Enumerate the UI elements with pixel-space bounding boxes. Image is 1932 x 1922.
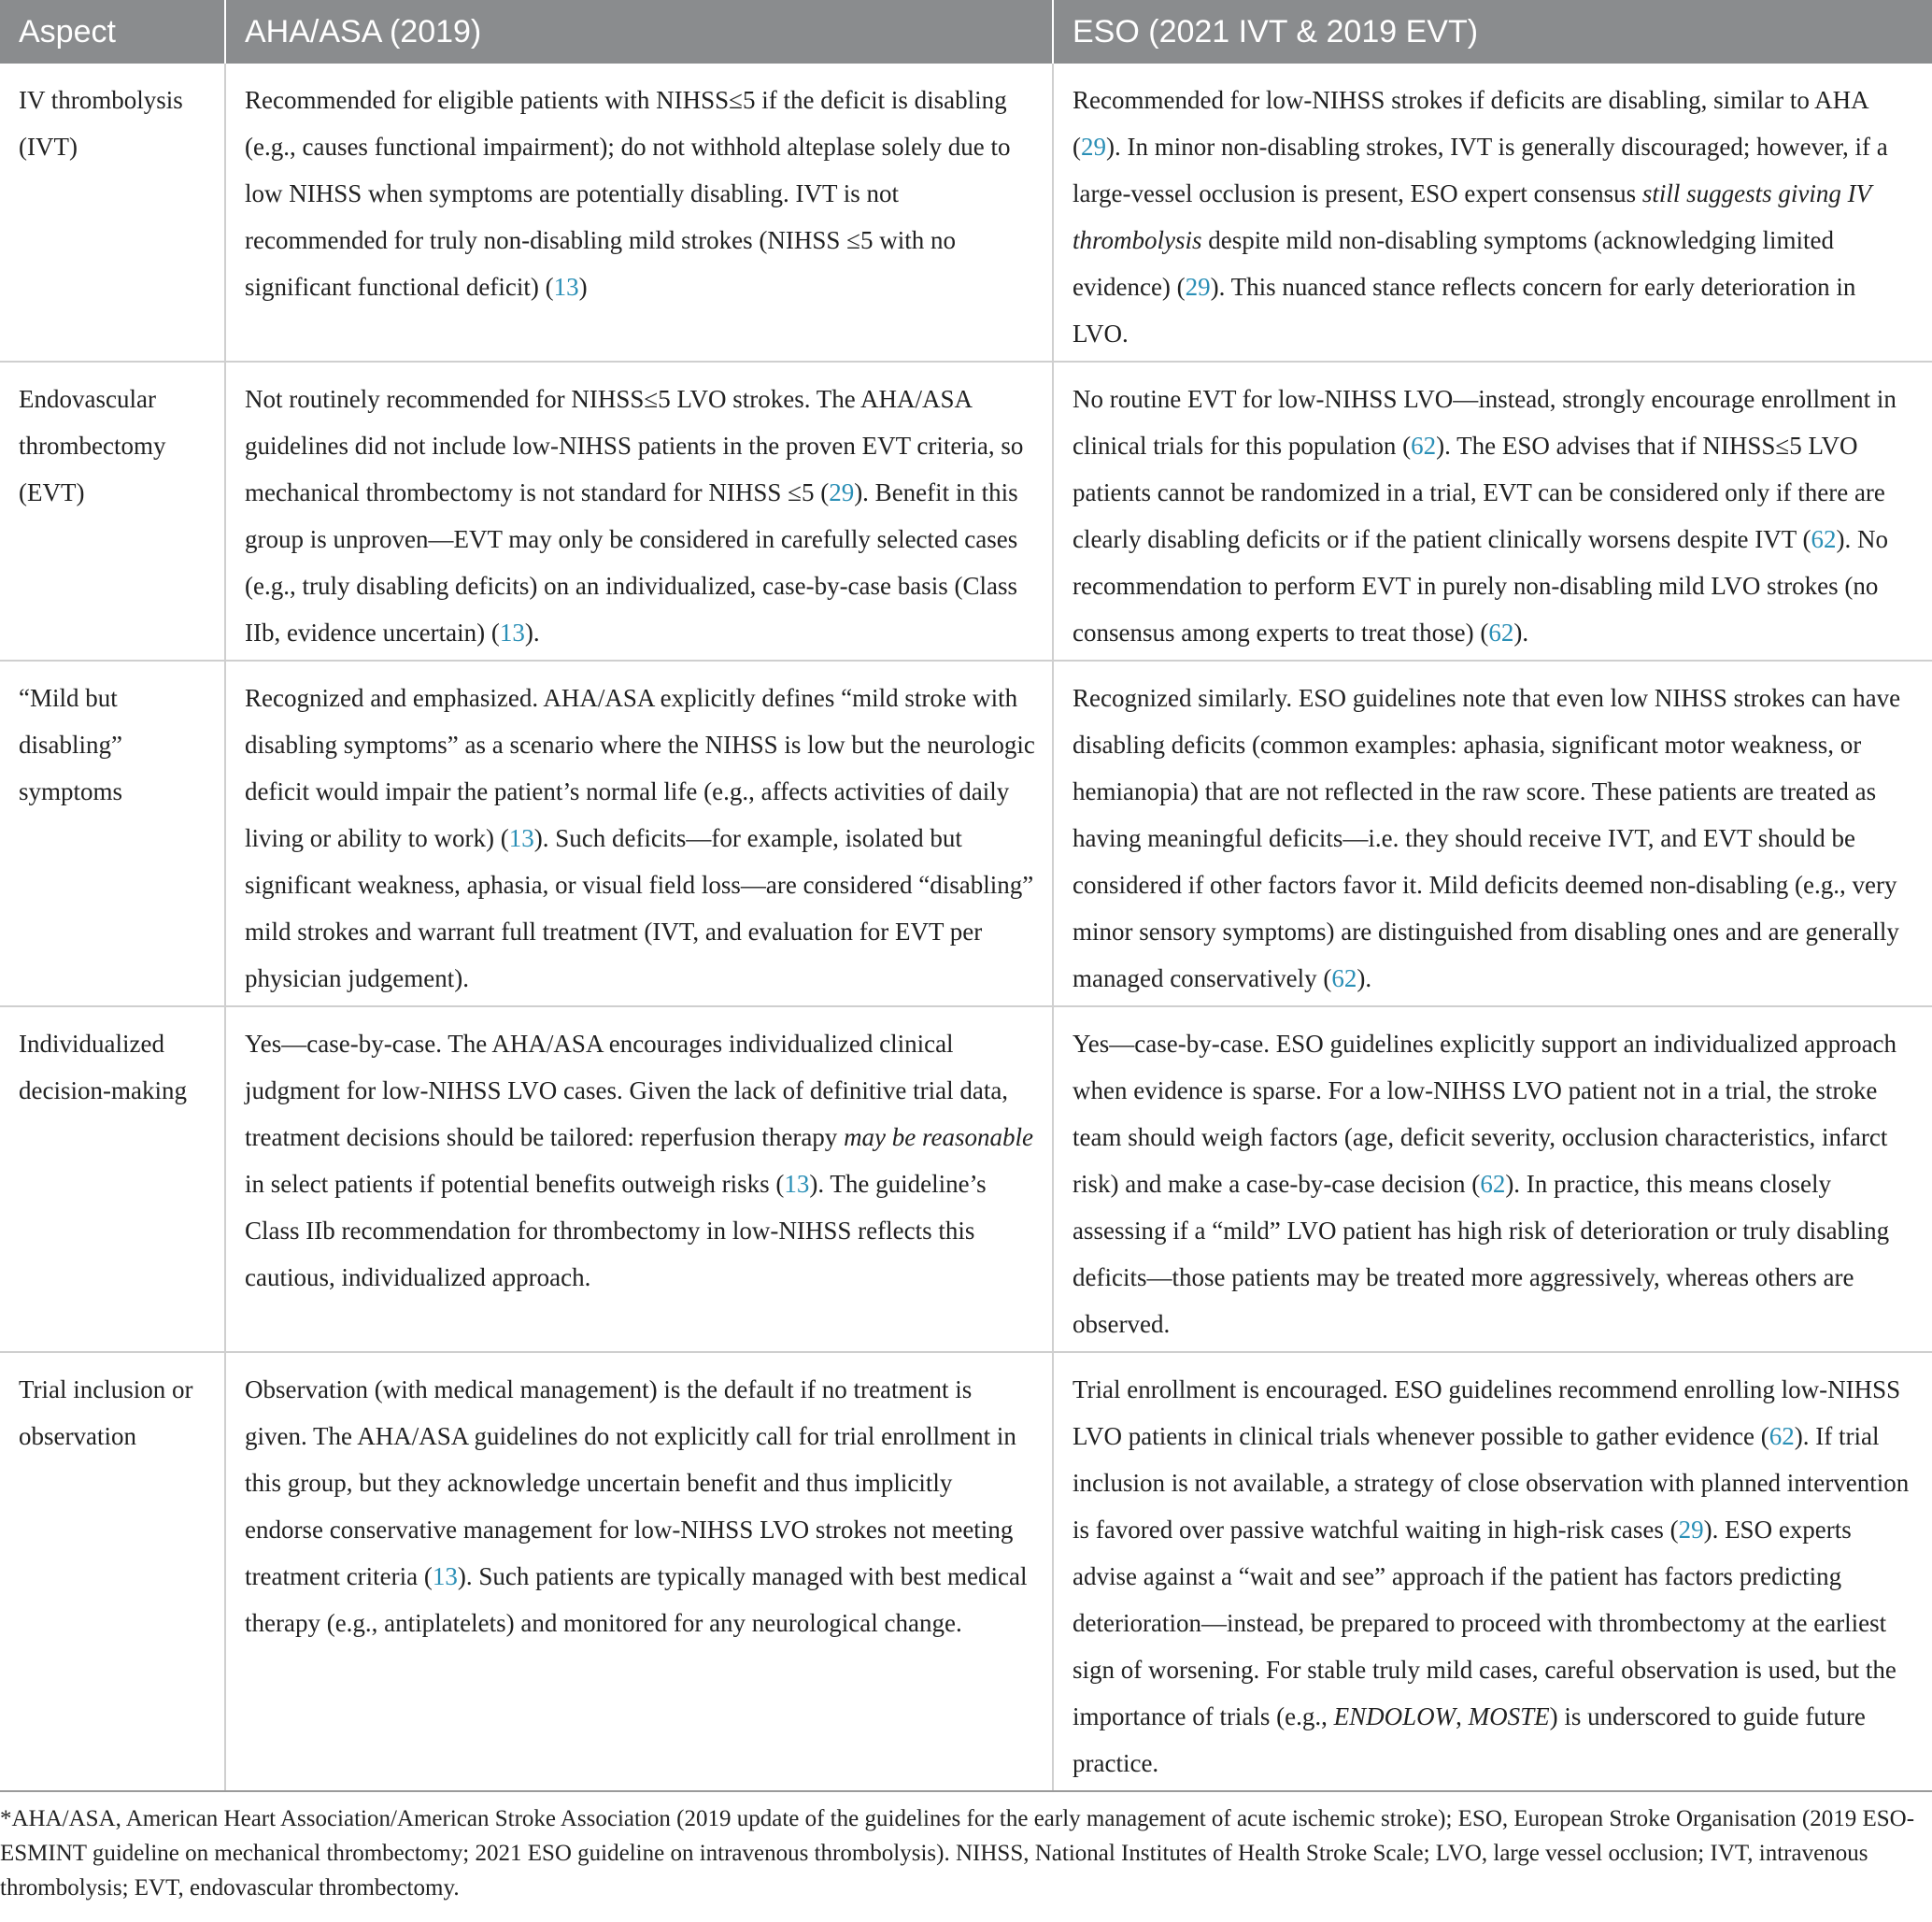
cell-aha: [225, 64, 1053, 362]
cell-aspect: Individualized decision-making: [0, 1006, 225, 1352]
cell-text: Yes—case-by-case. ESO guidelines explicitly support an individualized approach when evidence is sparse. For a low-NIHSS LVO patient not in a trial, the stroke team should weigh factors (age, deficit severity, occlusion characteristics, infarct risk) and make a case-by-case decision (: [1073, 1030, 1897, 1198]
citation-ref: 13: [499, 619, 525, 647]
emphasis-text: ENDOLOW: [1333, 1702, 1456, 1730]
cell-text: ). This nuanced stance reflects concern for early deterioration in LVO.: [1073, 273, 1856, 348]
cell-aspect: Trial inclusion or observation: [0, 1352, 225, 1791]
cell-aspect: IV thrombolysis (IVT): [0, 64, 225, 362]
cell-eso: [1053, 1006, 1932, 1352]
cell-text: ). The guideline’s Class IIb recommendation for thrombectomy in low-NIHSS reflects this cautious, individualized approach.: [245, 1170, 987, 1291]
citation-ref: 62: [1769, 1422, 1795, 1450]
citation-ref: 13: [508, 824, 534, 852]
cell-text: ). In practice, this means closely assessing if a “mild” LVO patient has high risk of deterioration or truly disabling deficits—those patients may be treated more aggressively, whereas others are observed.: [1073, 1170, 1890, 1338]
cell-text: No routine EVT for low-NIHSS LVO—instead, strongly encourage enrollment in clinical trials for this population (: [1073, 385, 1896, 460]
cell-text: ). Benefit in this group is unproven—EVT may only be considered in carefully selected cases (e.g., truly disabling deficits) on an individualized, case-by-case basis (Class IIb, evidence uncertain) (: [245, 478, 1018, 647]
cell-text: ): [578, 273, 588, 301]
emphasis-text: may be reasonable: [844, 1123, 1034, 1151]
table-row: [0, 1006, 1932, 1352]
cell-text: despite mild non-disabling symptoms (acknowledging limited evidence) (: [1073, 226, 1834, 301]
cell-eso: [1053, 1352, 1932, 1791]
table-body: [0, 64, 1932, 1791]
cell-text: Recognized similarly. ESO guidelines note that even low NIHSS strokes can have disabling deficits (common examples: aphasia, significant motor weakness, or hemianopia) that are not reflected in the raw score. These patients are treated as having meaningful deficits—i.e. they should receive IVT, and EVT should be considered if other factors favor it. Mild deficits deemed non-disabling (e.g., very minor sensory symptoms) are distinguished from disabling ones and are generally managed conservatively (: [1073, 684, 1901, 992]
cell-text: ).: [1513, 619, 1529, 647]
cell-aha: [225, 661, 1053, 1006]
table-row: [0, 661, 1932, 1006]
cell-text: ) is underscored to guide future practice.: [1073, 1702, 1866, 1777]
table-row: [0, 1352, 1932, 1791]
citation-ref: 13: [553, 273, 579, 301]
citation-ref: 29: [829, 478, 855, 506]
header-aspect: Aspect: [0, 0, 225, 64]
cell-text: ). Such patients are typically managed with best medical therapy (e.g., antiplatelets) and monitored for any neurological change.: [245, 1562, 1028, 1637]
cell-text: Recommended for eligible patients with NIHSS≤5 if the deficit is disabling (e.g., causes functional impairment); do not withhold alteplase solely due to low NIHSS when symptoms are potentially disabling. IVT is not recommended for truly non-disabling mild strokes (NIHSS ≤5 with no significant functional deficit) (: [245, 86, 1011, 301]
citation-ref: 13: [432, 1562, 458, 1590]
cell-text: ). ESO experts advise against a “wait and see” approach if the patient has factors predicting deterioration—instead, be prepared to proceed with thrombectomy at the earliest sign of worsening. For stable truly mild cases, careful observation is used, but the importance of trials (e.g.,: [1073, 1516, 1896, 1730]
citation-ref: 62: [1480, 1170, 1506, 1198]
cell-aha: [225, 1352, 1053, 1791]
cell-text: ). No recommendation to perform EVT in purely non-disabling mild LVO strokes (no consensus among experts to treat those) (: [1073, 525, 1889, 647]
citation-ref: 13: [784, 1170, 810, 1198]
cell-text: ).: [1357, 964, 1372, 992]
cell-eso: [1053, 362, 1932, 661]
cell-text: Trial enrollment is encouraged. ESO guidelines recommend enrolling low-NIHSS LVO patients in clinical trials whenever possible to gather evidence (: [1073, 1375, 1901, 1450]
table-row: [0, 64, 1932, 362]
citation-ref: 62: [1811, 525, 1837, 553]
table-footnote: *AHA/ASA, American Heart Association/American Stroke Association (2019 update of the guidelines for the early management of acute ischemic stroke); ESO, European Stroke Organisation (2019 ESO-ESMINT guideline on mechanical thrombectomy; 2021 ESO guideline on intravenous thrombolysis). NIHSS, National Institutes of Health Stroke Scale; LVO, large vessel occlusion; IVT, intravenous thrombolysis; EVT, endovascular thrombectomy.: [0, 1806, 1915, 1901]
cell-aspect: “Mild but disabling” symptoms: [0, 661, 225, 1006]
citation-ref: 29: [1185, 273, 1211, 301]
cell-text: ). In minor non-disabling strokes, IVT is generally discouraged; however, if a large-vessel occlusion is present, ESO expert consensus: [1073, 133, 1888, 207]
table-header: [0, 0, 1932, 64]
cell-eso: [1053, 64, 1932, 362]
citation-ref: 62: [1411, 432, 1437, 460]
cell-aha: [225, 1006, 1053, 1352]
cell-eso: [1053, 661, 1932, 1006]
cell-text: Recognized and emphasized. AHA/ASA explicitly defines “mild stroke with disabling symptoms” as a scenario where the NIHSS is low but the neurologic deficit would impair the patient’s normal life (e.g., affects activities of daily living or ability to work) (: [245, 684, 1035, 852]
cell-text: ,: [1456, 1702, 1469, 1730]
cell-text: ). Such deficits—for example, isolated but significant weakness, aphasia, or visual field loss—are considered “disabling” mild strokes and warrant full treatment (IVT, and evaluation for EVT per physician judgement).: [245, 824, 1034, 992]
citation-ref: 62: [1488, 619, 1514, 647]
emphasis-text: MOSTE: [1468, 1702, 1550, 1730]
cell-text: ).: [524, 619, 540, 647]
cell-aspect: Endovascular thrombectomy (EVT): [0, 362, 225, 661]
citation-ref: 62: [1331, 964, 1357, 992]
cell-text: ). The ESO advises that if NIHSS≤5 LVO patients cannot be randomized in a trial, EVT can be considered only if there are clearly disabling deficits or if the patient clinically worsens despite IVT (: [1073, 432, 1885, 553]
cell-text: Not routinely recommended for NIHSS≤5 LVO strokes. The AHA/ASA guidelines did not include low-NIHSS patients in the proven EVT criteria, so mechanical thrombectomy is not standard for NIHSS ≤5 (: [245, 385, 1024, 506]
table-row: [0, 362, 1932, 661]
cell-text: in select patients if potential benefits outweigh risks (: [245, 1170, 785, 1198]
cell-text: Recommended for low-NIHSS strokes if deficits are disabling, similar to AHA (: [1073, 86, 1868, 161]
header-row: [0, 0, 1932, 64]
header-eso: ESO (2021 IVT & 2019 EVT): [1053, 0, 1932, 64]
emphasis-text: still suggests giving IV thrombolysis: [1073, 179, 1871, 254]
header-aha-asa: AHA/ASA (2019): [225, 0, 1053, 64]
cell-text: Yes—case-by-case. The AHA/ASA encourages individualized clinical judgment for low-NIHSS LVO cases. Given the lack of definitive trial data, treatment decisions should be tailored: reperfusion therapy: [245, 1030, 1009, 1151]
cell-text: ). If trial inclusion is not available, a strategy of close observation with planned intervention is favored over passive watchful waiting in high-risk cases (: [1073, 1422, 1910, 1544]
citation-ref: 29: [1081, 133, 1106, 161]
cell-aha: [225, 362, 1053, 661]
cell-text: Observation (with medical management) is the default if no treatment is given. The AHA/ASA guidelines do not explicitly call for trial enrollment in this group, but they acknowledge uncertain benefit and thus implicitly endorse conservative management for low-NIHSS LVO strokes not meeting treatment criteria (: [245, 1375, 1016, 1590]
citation-ref: 29: [1678, 1516, 1704, 1544]
